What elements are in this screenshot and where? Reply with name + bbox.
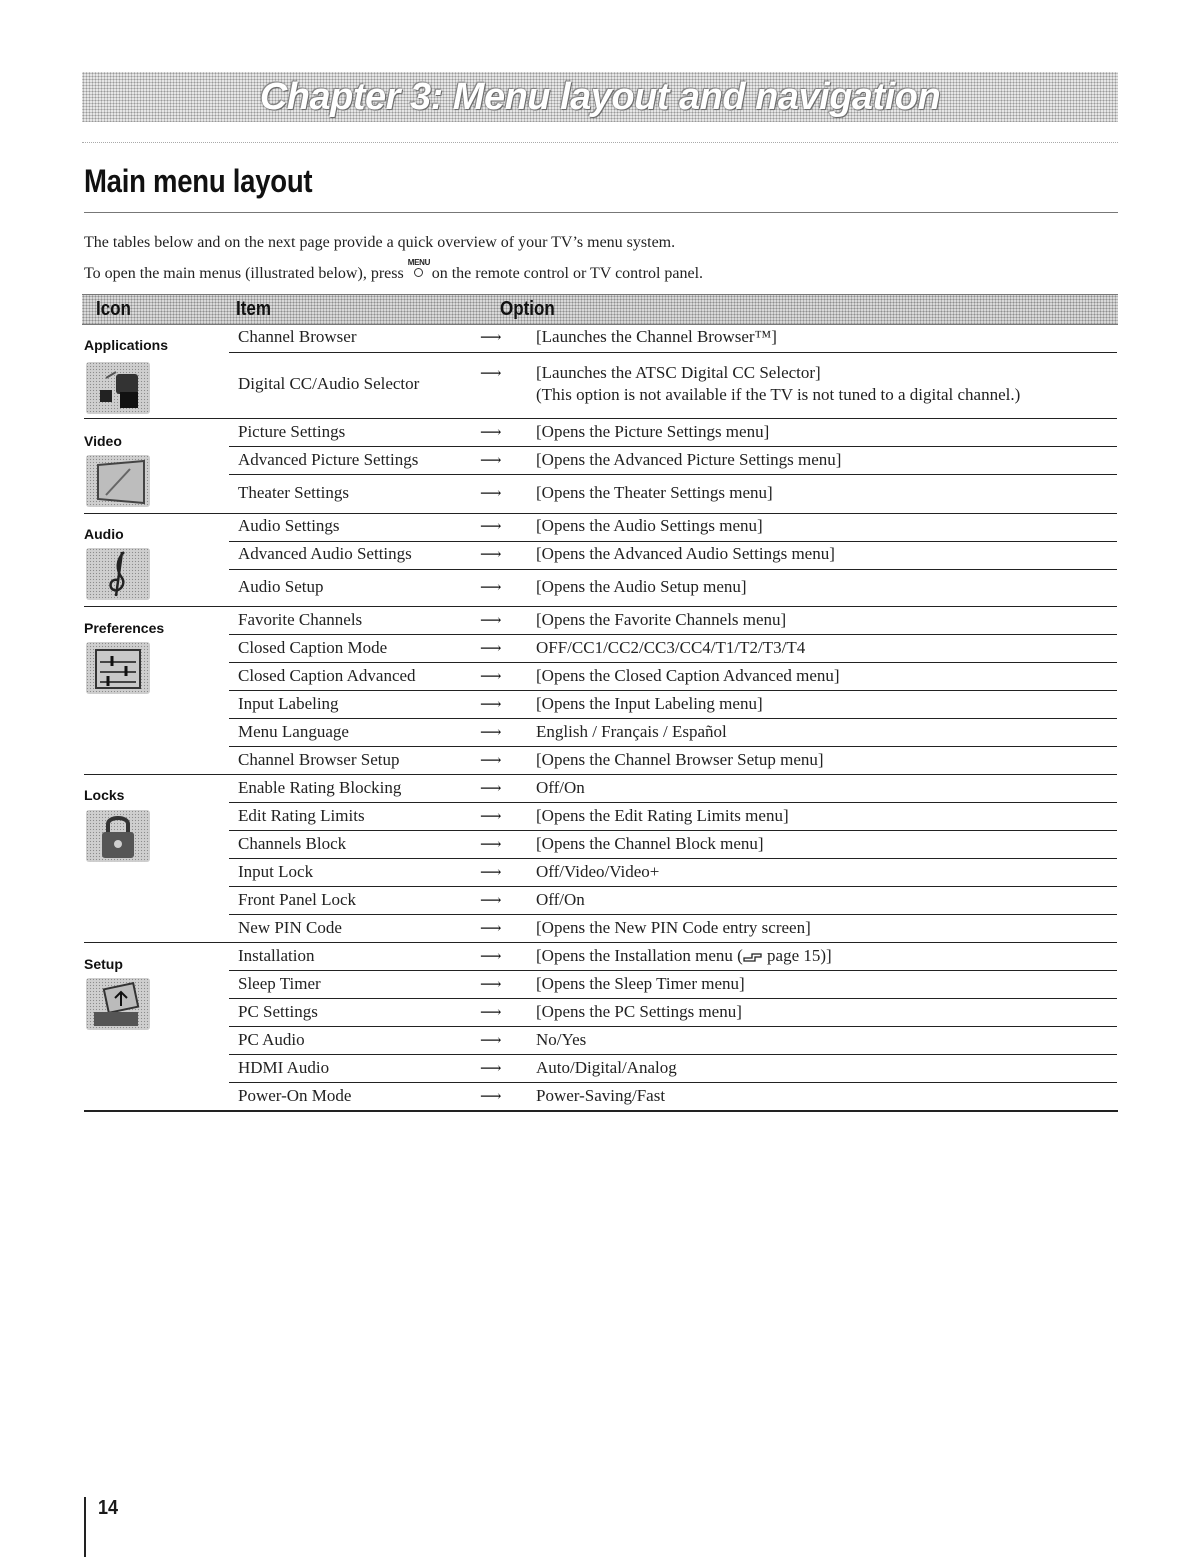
row-item: Favorite Channels xyxy=(238,610,363,629)
arrow-icon: ⟶ xyxy=(480,547,502,563)
table-row xyxy=(229,447,1117,475)
table-row xyxy=(229,514,1117,542)
arrow-icon: ⟶ xyxy=(480,425,502,441)
arrow-icon: ⟶ xyxy=(480,781,502,797)
row-item: New PIN Code xyxy=(238,918,342,937)
arrow-icon: ⟶ xyxy=(480,1089,502,1105)
row-option: [Opens the Input Labeling menu] xyxy=(536,694,763,713)
row-item: Channel Browser Setup xyxy=(238,750,400,769)
row-option: No/Yes xyxy=(536,1030,587,1049)
row-item: PC Audio xyxy=(238,1030,305,1049)
table-row xyxy=(229,570,1117,607)
table-row xyxy=(229,475,1117,514)
row-item: Audio Setup xyxy=(238,577,324,596)
arrow-icon: ⟶ xyxy=(480,641,502,657)
row-item: Front Panel Lock xyxy=(238,890,357,909)
row-option: [Opens the New PIN Code entry screen] xyxy=(536,918,811,937)
row-item: Advanced Audio Settings xyxy=(238,544,412,563)
row-item: Channels Block xyxy=(238,834,347,853)
row-option: English / Français / Español xyxy=(536,722,727,741)
divider xyxy=(84,774,229,775)
row-option: [Opens the Channel Block menu] xyxy=(536,834,764,853)
arrow-icon: ⟶ xyxy=(480,837,502,853)
group-label-applications: Applications xyxy=(84,337,169,353)
row-option-end: page 15)] xyxy=(762,946,832,965)
row-item: Sleep Timer xyxy=(238,974,321,993)
row-item: Closed Caption Mode xyxy=(238,638,388,657)
group-label-audio: Audio xyxy=(84,526,124,542)
row-item: Closed Caption Advanced xyxy=(238,666,416,685)
table-row xyxy=(229,803,1117,831)
row-option xyxy=(536,946,832,966)
intro-line-1: The tables below and on the next page provide a quick overview of your TV’s menu system. xyxy=(84,234,676,251)
chapter-title: Chapter 3: Menu layout and navigation xyxy=(259,75,941,118)
row-option: [Opens the Advanced Picture Settings menu] xyxy=(536,450,842,469)
row-item: Enable Rating Blocking xyxy=(238,778,402,797)
arrow-icon: ⟶ xyxy=(480,330,502,346)
row-item: Digital CC/Audio Selector xyxy=(238,374,420,393)
row-option: Off/Video/Video+ xyxy=(536,862,660,881)
row-option: [Opens the Edit Rating Limits menu] xyxy=(536,806,789,825)
header-icon: Icon xyxy=(96,298,131,320)
row-item: Advanced Picture Settings xyxy=(238,450,419,469)
page-number-bar xyxy=(84,1497,86,1557)
arrow-icon: ⟶ xyxy=(480,453,502,469)
table-row xyxy=(229,971,1117,999)
arrow-icon: ⟶ xyxy=(480,1061,502,1077)
row-option: [Opens the Sleep Timer menu] xyxy=(536,974,745,993)
row-option: Off/On xyxy=(536,890,585,909)
row-item: Audio Settings xyxy=(238,516,340,535)
arrow-icon: ⟶ xyxy=(480,613,502,629)
arrow-icon: ⟶ xyxy=(480,697,502,713)
row-option-start: [Opens the Installation menu ( xyxy=(536,946,743,965)
locks-icon xyxy=(86,810,150,862)
table-row xyxy=(229,831,1117,859)
row-option: [Opens the PC Settings menu] xyxy=(536,1002,742,1021)
row-option: [Opens the Audio Setup menu] xyxy=(536,577,747,596)
arrow-icon: ⟶ xyxy=(480,949,502,965)
header-item: Item xyxy=(236,298,271,320)
table-row xyxy=(229,775,1117,803)
arrow-icon: ⟶ xyxy=(480,977,502,993)
table-row xyxy=(229,859,1117,887)
row-option: Auto/Digital/Analog xyxy=(536,1058,677,1077)
arrow-icon: ⟶ xyxy=(480,921,502,937)
arrow-icon: ⟶ xyxy=(480,809,502,825)
row-item: Edit Rating Limits xyxy=(238,806,365,825)
row-item: Menu Language xyxy=(238,722,349,741)
row-option: [Opens the Closed Caption Advanced menu] xyxy=(536,666,840,685)
table-row xyxy=(229,887,1117,915)
row-option: Power-Saving/Fast xyxy=(536,1086,666,1105)
row-item: Installation xyxy=(238,946,315,965)
table-row xyxy=(229,719,1117,747)
table-row xyxy=(229,635,1117,663)
row-item: Input Lock xyxy=(238,862,314,881)
row-item: Power-On Mode xyxy=(238,1086,352,1105)
intro-line-2-end: on the remote control or TV control panel. xyxy=(427,265,704,282)
arrow-icon: ⟶ xyxy=(480,865,502,881)
applications-icon xyxy=(86,362,150,414)
group-label-locks: Locks xyxy=(84,787,125,803)
audio-icon xyxy=(86,548,150,600)
preferences-icon xyxy=(86,642,150,694)
row-option: [Launches the Channel Browser™] xyxy=(536,327,777,346)
arrow-icon: ⟶ xyxy=(480,486,502,502)
row-item: Input Labeling xyxy=(238,694,339,713)
arrow-icon: ⟶ xyxy=(480,1033,502,1049)
table-row xyxy=(229,1083,1117,1111)
intro-line-2 xyxy=(84,258,704,283)
table-row xyxy=(229,691,1117,719)
table-bottom-rule xyxy=(84,1110,1118,1112)
row-item: PC Settings xyxy=(238,1002,318,1021)
table-row xyxy=(229,607,1117,635)
table-row xyxy=(229,353,1117,419)
row-item: Theater Settings xyxy=(238,483,349,502)
table-row xyxy=(229,1027,1117,1055)
table-row xyxy=(229,915,1117,943)
arrow-icon: ⟶ xyxy=(480,893,502,909)
table-row xyxy=(229,325,1117,353)
table-row xyxy=(229,663,1117,691)
divider xyxy=(84,418,229,419)
table-row xyxy=(229,1055,1117,1083)
group-label-setup: Setup xyxy=(84,956,123,972)
row-option: [Opens the Advanced Audio Settings menu] xyxy=(536,544,835,563)
row-option: [Opens the Channel Browser Setup menu] xyxy=(536,750,824,769)
menu-key-label: MENU xyxy=(407,258,431,267)
video-icon xyxy=(86,455,150,507)
row-option: [Opens the Audio Settings menu] xyxy=(536,516,763,535)
row-option: [Launches the ATSC Digital CC Selector] xyxy=(536,363,821,382)
table-row xyxy=(229,419,1117,447)
table-row xyxy=(229,999,1117,1027)
group-label-preferences: Preferences xyxy=(84,620,165,636)
intro-line-2-start: To open the main menus (illustrated below), press xyxy=(84,265,408,282)
row-option: [Opens the Theater Settings menu] xyxy=(536,483,773,502)
row-item: HDMI Audio xyxy=(238,1058,330,1077)
divider xyxy=(84,212,1118,213)
divider xyxy=(84,513,229,514)
row-option-note: (This option is not available if the TV is not tuned to a digital channel.) xyxy=(536,385,1021,404)
row-item: Channel Browser xyxy=(238,327,357,346)
divider xyxy=(84,606,229,607)
arrow-icon: ⟶ xyxy=(480,366,502,382)
chapter-banner xyxy=(82,72,1118,122)
row-option: [Opens the Picture Settings menu] xyxy=(536,422,770,441)
arrow-icon: ⟶ xyxy=(480,580,502,596)
arrow-icon: ⟶ xyxy=(480,669,502,685)
pointing-hand-icon xyxy=(743,950,763,962)
table-header xyxy=(82,294,1118,325)
menu-key-icon xyxy=(407,258,431,277)
arrow-icon: ⟶ xyxy=(480,519,502,535)
divider xyxy=(82,142,1118,143)
arrow-icon: ⟶ xyxy=(480,725,502,741)
header-option: Option xyxy=(500,298,555,320)
row-option: OFF/CC1/CC2/CC3/CC4/T1/T2/T3/T4 xyxy=(536,638,806,657)
table-row xyxy=(229,542,1117,570)
table-row xyxy=(229,943,1117,971)
table-row xyxy=(229,747,1117,775)
page-number: 14 xyxy=(98,1497,119,1519)
setup-icon xyxy=(86,978,150,1030)
row-item: Picture Settings xyxy=(238,422,346,441)
group-label-video: Video xyxy=(84,433,122,449)
divider xyxy=(84,942,229,943)
row-option: [Opens the Favorite Channels menu] xyxy=(536,610,787,629)
row-option: Off/On xyxy=(536,778,585,797)
arrow-icon: ⟶ xyxy=(480,753,502,769)
arrow-icon: ⟶ xyxy=(480,1005,502,1021)
page-title: Main menu layout xyxy=(84,163,313,199)
